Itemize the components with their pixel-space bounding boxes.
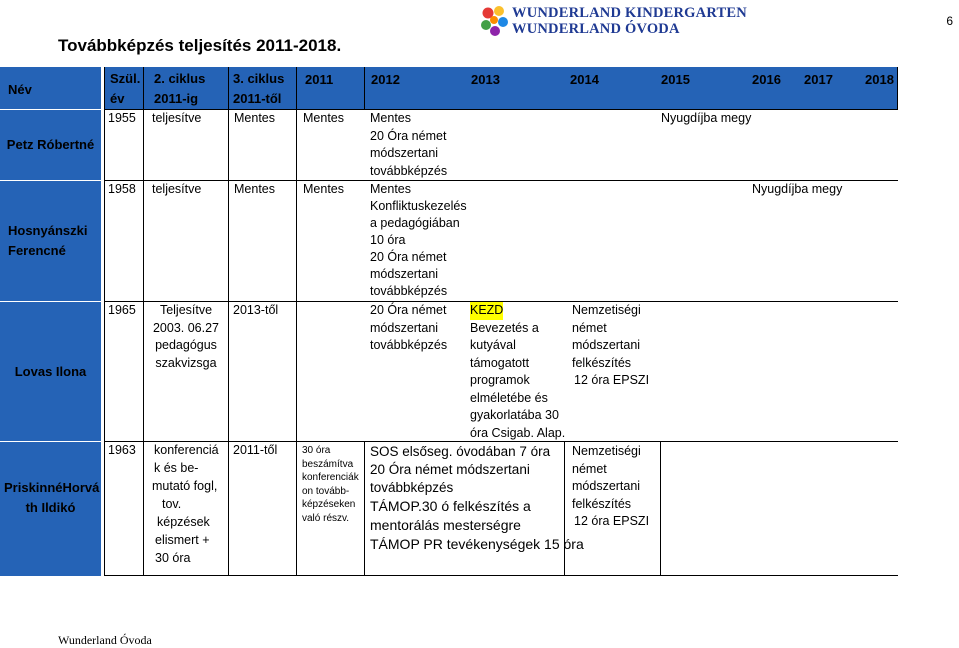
row4-2011-l2: beszámítva bbox=[302, 458, 354, 470]
row3-born: 1965 bbox=[108, 303, 136, 317]
row-name-priskinne: PriskinnéHorvá th Ildikó bbox=[4, 480, 100, 515]
row2-2011: Mentes bbox=[303, 182, 344, 196]
header-cycle3-line1: 3. ciklus bbox=[233, 71, 285, 86]
row1-2012-l1: Mentes bbox=[370, 111, 411, 125]
row1-2011: Mentes bbox=[303, 111, 344, 125]
row4-2012-l5: mentorálás mesterségre bbox=[370, 517, 521, 533]
row4-2011-l3: konferenciák bbox=[302, 472, 359, 483]
wunderland-flower-logo-icon bbox=[478, 3, 510, 41]
logo-text-line2: WUNDERLAND ÓVODA bbox=[512, 21, 680, 37]
row4-cycle2-l1: konferenciá bbox=[154, 443, 219, 457]
row3-2013-l1: Bevezetés a bbox=[470, 320, 539, 335]
row4-2012-l2: 20 Óra német módszertani bbox=[370, 462, 530, 477]
page-title: Továbbképzés teljesítés 2011-2018. bbox=[58, 36, 342, 55]
row4-cycle2-l7: 30 óra bbox=[155, 551, 191, 565]
row4-2014-l2: német bbox=[572, 461, 607, 476]
row4-2011-l4: on tovább- bbox=[302, 485, 350, 497]
page-number: 6 bbox=[946, 14, 953, 28]
header-cycle3-line2: 2011-től bbox=[233, 91, 282, 106]
row3-cycle2-l4: szakvizsga bbox=[155, 355, 217, 370]
row4-cycle2-l2: k és be- bbox=[154, 461, 199, 475]
row4-2014-l3: módszertani bbox=[572, 479, 641, 493]
row1-cycle2: teljesítve bbox=[152, 111, 202, 125]
footer-text: Wunderland Óvoda bbox=[58, 633, 152, 647]
row2-2012-l5: 20 Óra német bbox=[370, 250, 447, 264]
row4-2014-l5: 12 óra EPSZI bbox=[574, 514, 650, 528]
header-year-2015: 2015 bbox=[661, 72, 690, 87]
row2-2012-l1: Mentes bbox=[370, 182, 411, 196]
row2-born: 1958 bbox=[108, 182, 136, 196]
row3-2014-l5: 12 óra EPSZI bbox=[574, 373, 650, 387]
row2-2016: Nyugdíjba megy bbox=[752, 182, 843, 196]
row4-cycle2-l4: tov. bbox=[162, 497, 182, 511]
header-year-2012: 2012 bbox=[371, 72, 400, 87]
row-name-petz: Petz Róbertné bbox=[6, 137, 95, 152]
row4-2012-l1: SOS elsőseg. óvodában 7 óra bbox=[370, 444, 551, 459]
row4-born: 1963 bbox=[108, 443, 136, 457]
row3-2013-l7: óra Csigab. Alap. bbox=[470, 425, 566, 440]
header-cycle2-line1: 2. ciklus bbox=[154, 71, 206, 86]
header-name: Név bbox=[8, 82, 32, 97]
row3-2012-l1: 20 Óra német bbox=[370, 303, 447, 317]
row-name-hosnyanszki: Hosnyánszki Ferencné bbox=[8, 223, 88, 258]
row3-2013-l5: elméletébe és bbox=[470, 390, 548, 405]
row3-cycle2-l2: 2003. 06.27 bbox=[152, 320, 220, 335]
row4-cycle2-l5: képzések bbox=[157, 515, 210, 529]
row4-2011-l5: képzéseken bbox=[302, 499, 356, 510]
header-born-line1: Szül. bbox=[110, 71, 141, 86]
row4-2011-l1: 30 óra bbox=[302, 445, 331, 456]
row3-2013-l4: programok bbox=[470, 373, 530, 387]
row4-2012-l3: továbbképzés bbox=[370, 480, 454, 495]
row4-2012-l4: TÁMOP.30 ó felkészítés a bbox=[370, 498, 531, 514]
row3-2013-l6: gyakorlatába 30 bbox=[470, 408, 559, 422]
header-year-2017: 2017 bbox=[804, 72, 833, 87]
row1-2012-l3: módszertani bbox=[370, 146, 439, 160]
header-year-2013: 2013 bbox=[471, 72, 500, 87]
row2-2012-l6: módszertani bbox=[370, 267, 439, 281]
header-year-2011: 2011 bbox=[305, 72, 334, 87]
row3-2013-l2: kutyával bbox=[470, 338, 516, 352]
row4-2012-l6: TÁMOP PR tevékenységek 15 óra bbox=[370, 536, 584, 552]
row3-2014-l3: módszertani bbox=[572, 338, 641, 352]
row1-2012-l4: továbbképzés bbox=[370, 163, 448, 178]
row3-2014-l4: felkészítés bbox=[572, 355, 632, 370]
row3-2013-kezd-highlight: KEZD bbox=[470, 302, 503, 320]
row-name-lovas: Lovas Ilona bbox=[14, 364, 87, 379]
row2-2012-l4: 10 óra bbox=[370, 233, 406, 247]
row3-2013-l3: támogatott bbox=[470, 355, 530, 370]
header-cycle2-line2: 2011-ig bbox=[154, 91, 199, 106]
header-year-2016: 2016 bbox=[752, 72, 781, 87]
row2-cycle3: Mentes bbox=[234, 182, 275, 196]
row2-2012-l2: Konfliktuskezelés bbox=[370, 199, 467, 213]
row1-2015: Nyugdíjba megy bbox=[661, 111, 752, 125]
row1-2012-l2: 20 Óra német bbox=[370, 128, 447, 143]
row2-cycle2: teljesítve bbox=[152, 182, 202, 196]
header-born-line2: év bbox=[110, 91, 125, 106]
row3-2012-l3: továbbképzés bbox=[370, 338, 448, 352]
row3-2014-l1: Nemzetiségi bbox=[572, 303, 641, 317]
row3-cycle2-l1: Teljesítve bbox=[159, 303, 213, 317]
row4-2014-l1: Nemzetiségi bbox=[572, 444, 641, 458]
row4-2011-l6: való részv. bbox=[302, 512, 350, 524]
logo-text-line1: WUNDERLAND KINDERGARTEN bbox=[512, 5, 747, 21]
row3-2012-l2: módszertani bbox=[370, 320, 439, 335]
row3-cycle3: 2013-től bbox=[233, 303, 279, 317]
row3-2014-l2: német bbox=[572, 320, 607, 335]
header-year-2018: 2018 bbox=[865, 72, 894, 87]
row4-2014-l4: felkészítés bbox=[572, 496, 632, 511]
header-year-2014: 2014 bbox=[570, 72, 599, 87]
row4-cycle2-l6: elismert + bbox=[155, 533, 210, 547]
row3-cycle2-l3: pedagógus bbox=[155, 338, 217, 352]
row4-cycle3: 2011-től bbox=[233, 443, 278, 457]
row2-2012-l7: továbbképzés bbox=[370, 284, 448, 298]
row1-born: 1955 bbox=[108, 111, 136, 125]
row2-2012-l3: a pedagógiában bbox=[370, 216, 460, 230]
row4-cycle2-l3: mutató fogl, bbox=[152, 479, 218, 493]
row1-cycle3: Mentes bbox=[234, 111, 275, 125]
